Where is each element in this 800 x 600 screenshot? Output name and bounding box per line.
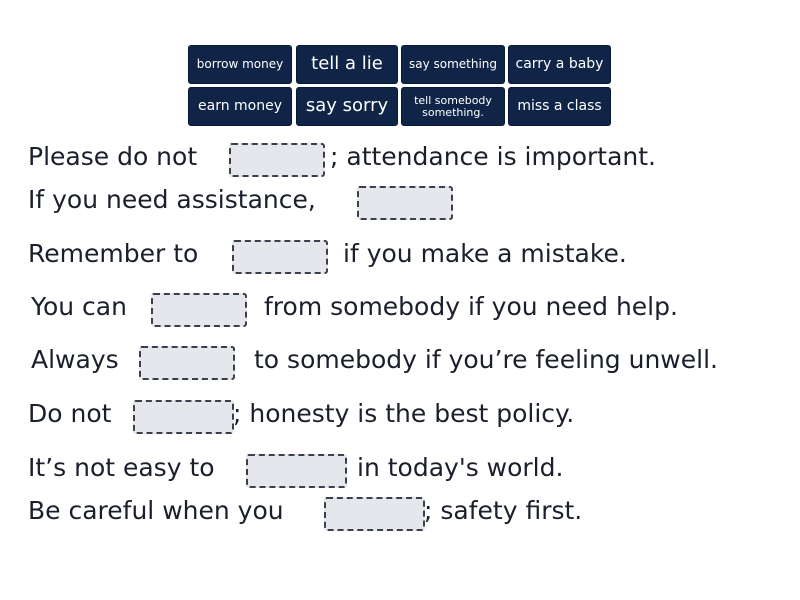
sentence-7-after: in today's world.: [357, 453, 564, 482]
sentence-8-before: Be careful when you: [28, 496, 284, 525]
word-tile-tell-somebody-something[interactable]: tell somebody something.: [401, 87, 505, 126]
sentence-6-before: Do not: [28, 399, 112, 428]
word-tile-carry-a-baby[interactable]: carry a baby: [508, 45, 611, 84]
sentence-7-before: It’s not easy to: [28, 453, 215, 482]
drop-slot-8[interactable]: [324, 497, 425, 531]
drop-slot-1[interactable]: [229, 143, 325, 177]
sentence-4-before: You can: [31, 292, 127, 321]
drop-slot-6[interactable]: [133, 400, 234, 434]
drop-slot-2[interactable]: [357, 186, 453, 220]
sentence-2-before: If you need assistance,: [28, 185, 316, 214]
word-tile-say-something[interactable]: say something: [401, 45, 505, 84]
sentence-6-after: ; honesty is the best policy.: [233, 399, 575, 428]
word-tile-say-sorry[interactable]: say sorry: [296, 87, 398, 126]
word-tile-miss-a-class[interactable]: miss a class: [508, 87, 611, 126]
word-tile-borrow-money[interactable]: borrow money: [188, 45, 292, 84]
drop-slot-7[interactable]: [246, 454, 347, 488]
sentence-8-after: ; safety first.: [424, 496, 583, 525]
sentence-5-before: Always: [31, 345, 119, 374]
drop-slot-5[interactable]: [139, 346, 235, 380]
drop-slot-3[interactable]: [232, 240, 328, 274]
sentence-5-after: to somebody if you’re feeling unwell.: [254, 345, 718, 374]
sentence-4-after: from somebody if you need help.: [264, 292, 678, 321]
sentence-1-before: Please do not: [28, 142, 198, 171]
sentence-1-after: ; attendance is important.: [330, 142, 657, 171]
word-tile-tell-a-lie[interactable]: tell a lie: [296, 45, 398, 84]
sentence-3-after: if you make a mistake.: [343, 239, 627, 268]
word-tile-earn-money[interactable]: earn money: [188, 87, 292, 126]
drop-slot-4[interactable]: [151, 293, 247, 327]
sentence-3-before: Remember to: [28, 239, 199, 268]
